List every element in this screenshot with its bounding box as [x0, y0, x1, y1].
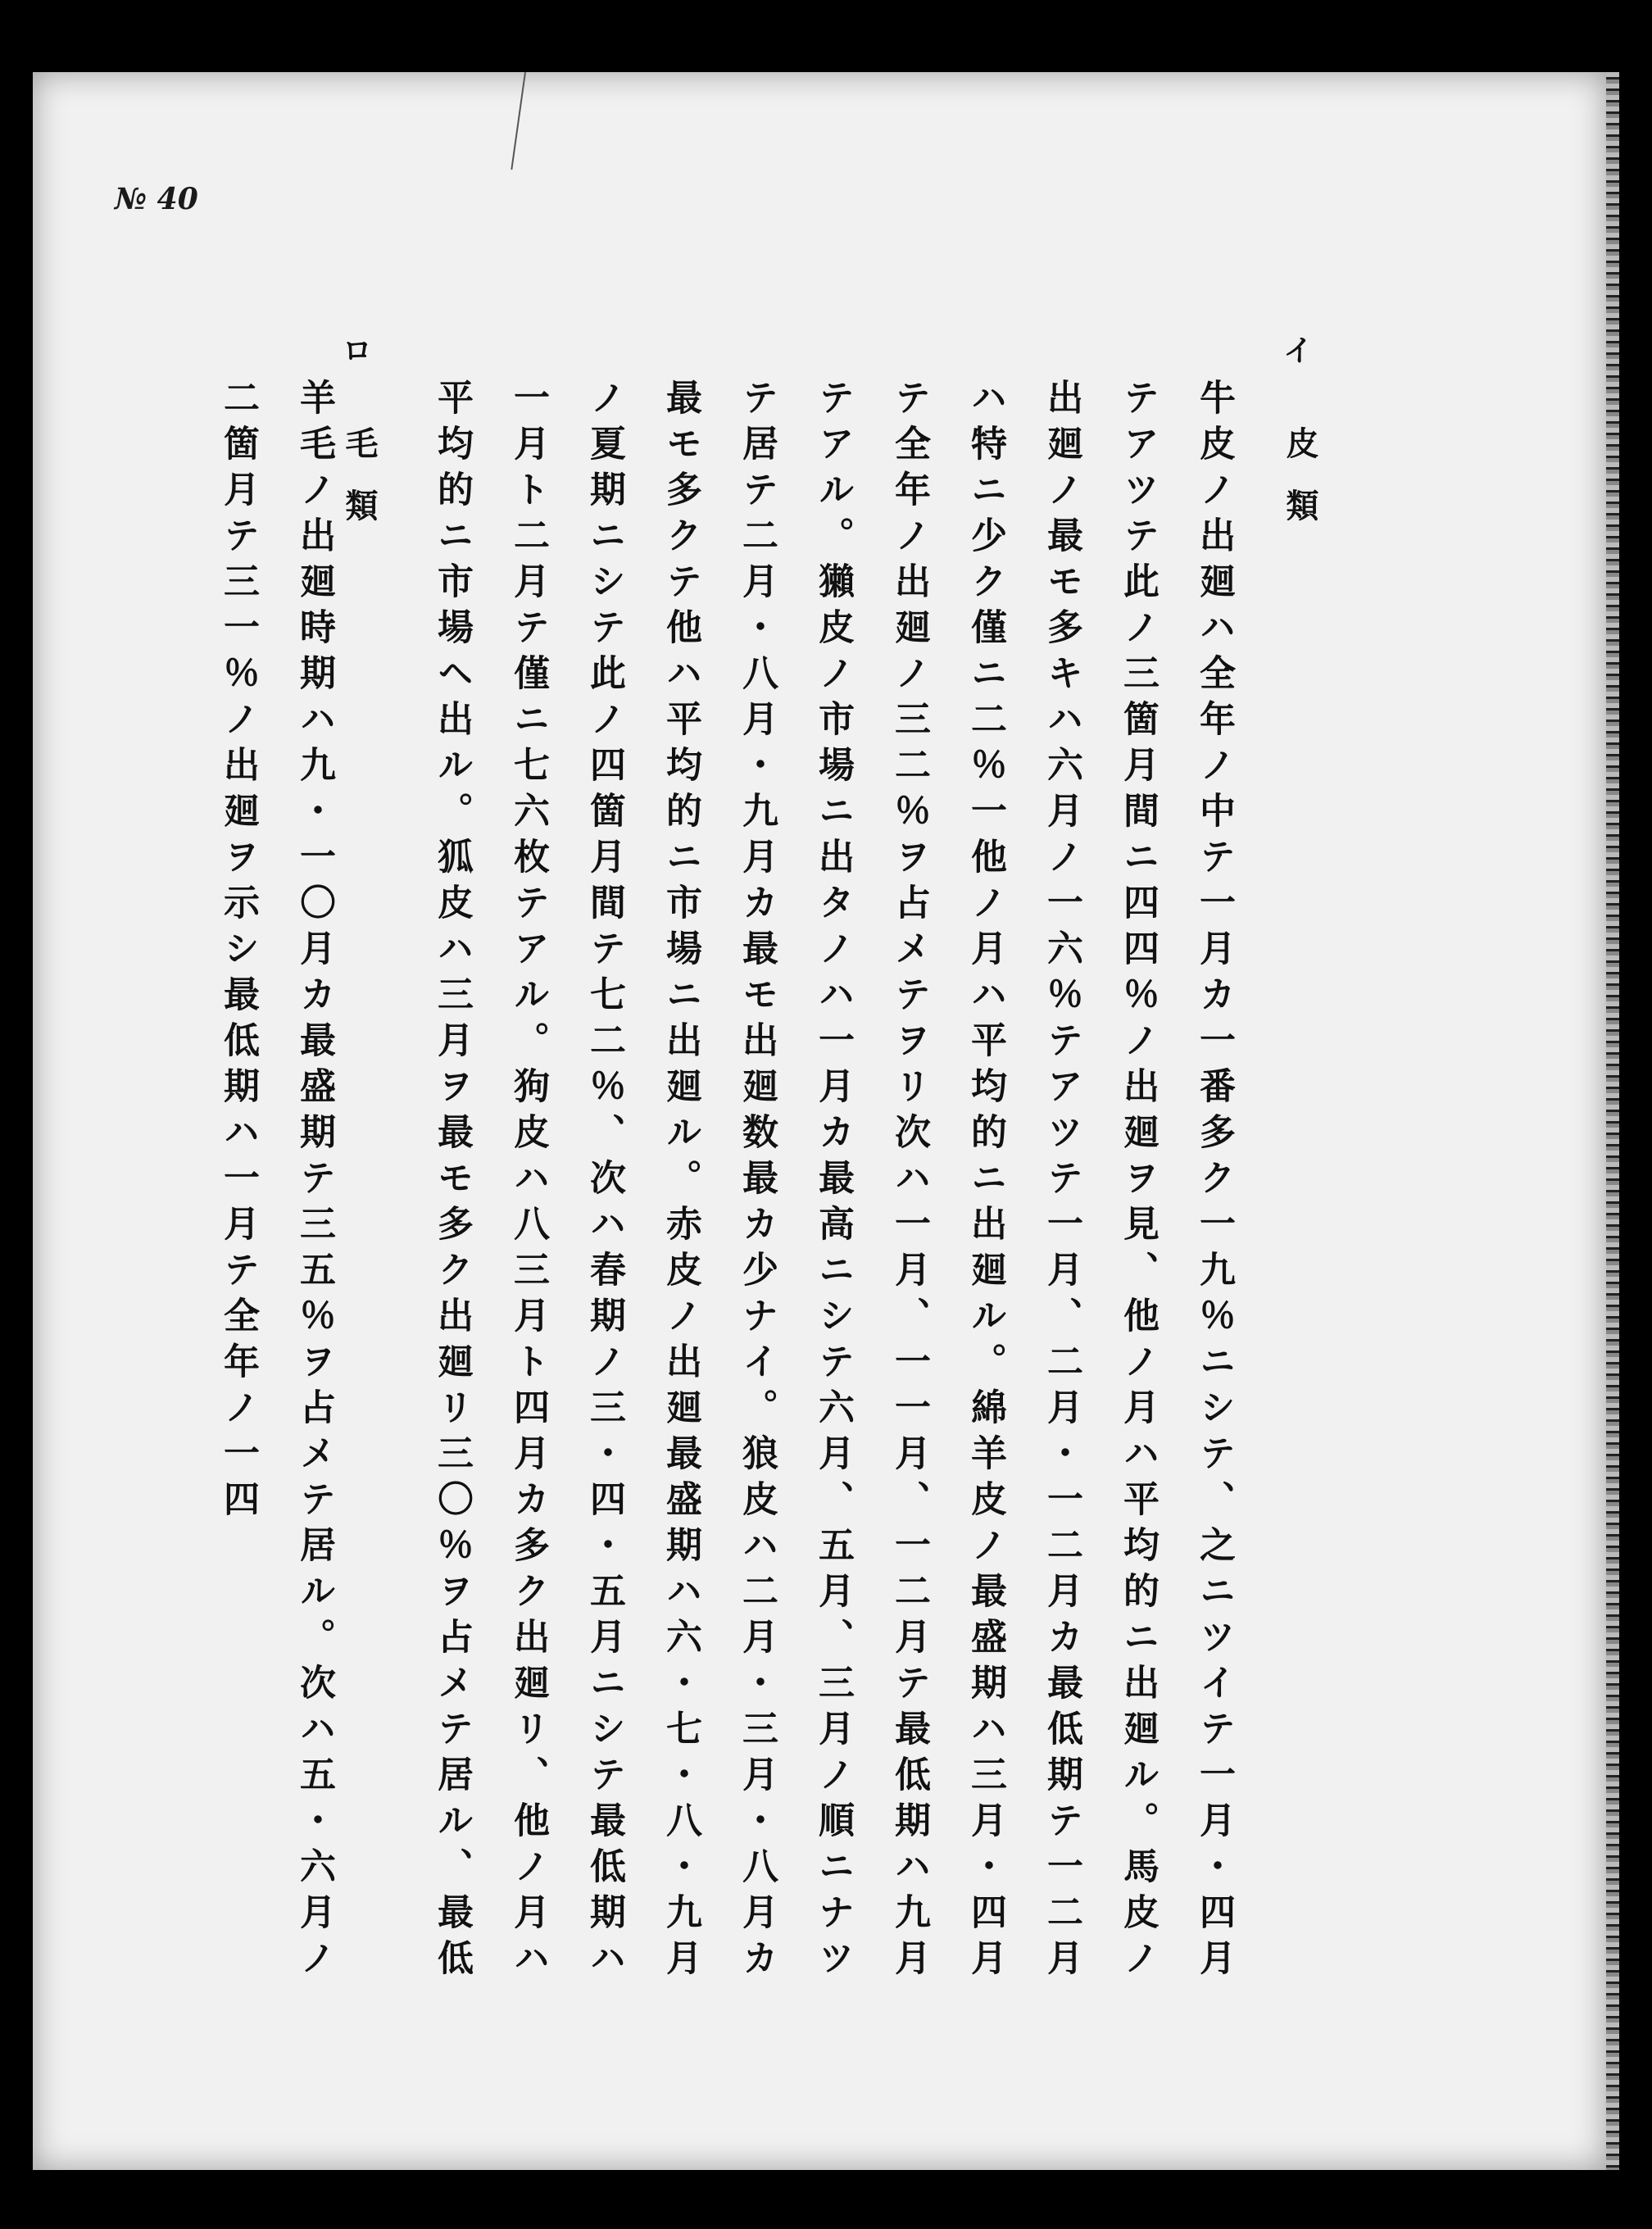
page-number: № 40 [115, 182, 198, 216]
section-heading-hide: 皮類 [1281, 426, 1318, 551]
section-marker-ro: ロ [343, 334, 373, 368]
page-binding-edge [1606, 72, 1619, 2170]
section-heading-hair: 毛類 [340, 426, 378, 551]
section-marker-i: イ [1283, 334, 1314, 368]
section-body-hide-text: 牛皮ノ出廻ハ全年ノ中テ一月カ一番多ク一九％ニシテ、之ニツイテ一月・四月テアツテ此ノ三箇月間ニ四四％ノ出廻ヲ見、他ノ月ハ平均的ニ出廻ル。馬皮ノ出廻ノ最モ多キハ六月ノ一六％テアツテ一月、二月・一二月カ最低期テ一二月ハ特ニ少ク僅ニ二％一他ノ月ハ平均的ニ出廻ル。綿羊皮ノ最盛期ハ三月・四月テ全年ノ出廻ノ三二％ヲ占メテヲリ次ハ一月、一一月、一二月テ最低期ハ九月テアル。獺皮ノ市場ニ出タノハ一月カ最高ニシテ六月、五月、三月ノ順ニナツテ居テ二月・八月・九月カ最モ出廻数最カ少ナイ。狼皮ハ二月・三月・八月カ最モ多クテ他ハ平均的ニ市場ニ出廻ル。赤皮ノ出廻最盛期ハ六・七・八・九月ノ夏期ニシテ此ノ四箇月間テ七二％、次ハ春期ノ三・四・五月ニシテ最低期ハ一月ト二月テ僅ニ七六枚テアル。狗皮ハ八三月ト四月カ多ク出廻リ、他ノ月ハ平均的ニ市場ヘ出ル。狐皮ハ三月ヲ最モ多ク出廻リ三〇％ヲ占メテ居ル、最低 [431, 379, 1235, 1985]
section-body-hide [400, 379, 1252, 1985]
section-body-hair-text: 羊毛ノ出廻時期ハ九・一〇月カ最盛期テ三五％ヲ占メテ居ル。次ハ五・六月ノ二箇月テ三一％ノ出廻ヲ示シ最低期ハ一月テ全年ノ一四 [217, 379, 335, 1985]
section-body-hair [200, 379, 352, 1985]
